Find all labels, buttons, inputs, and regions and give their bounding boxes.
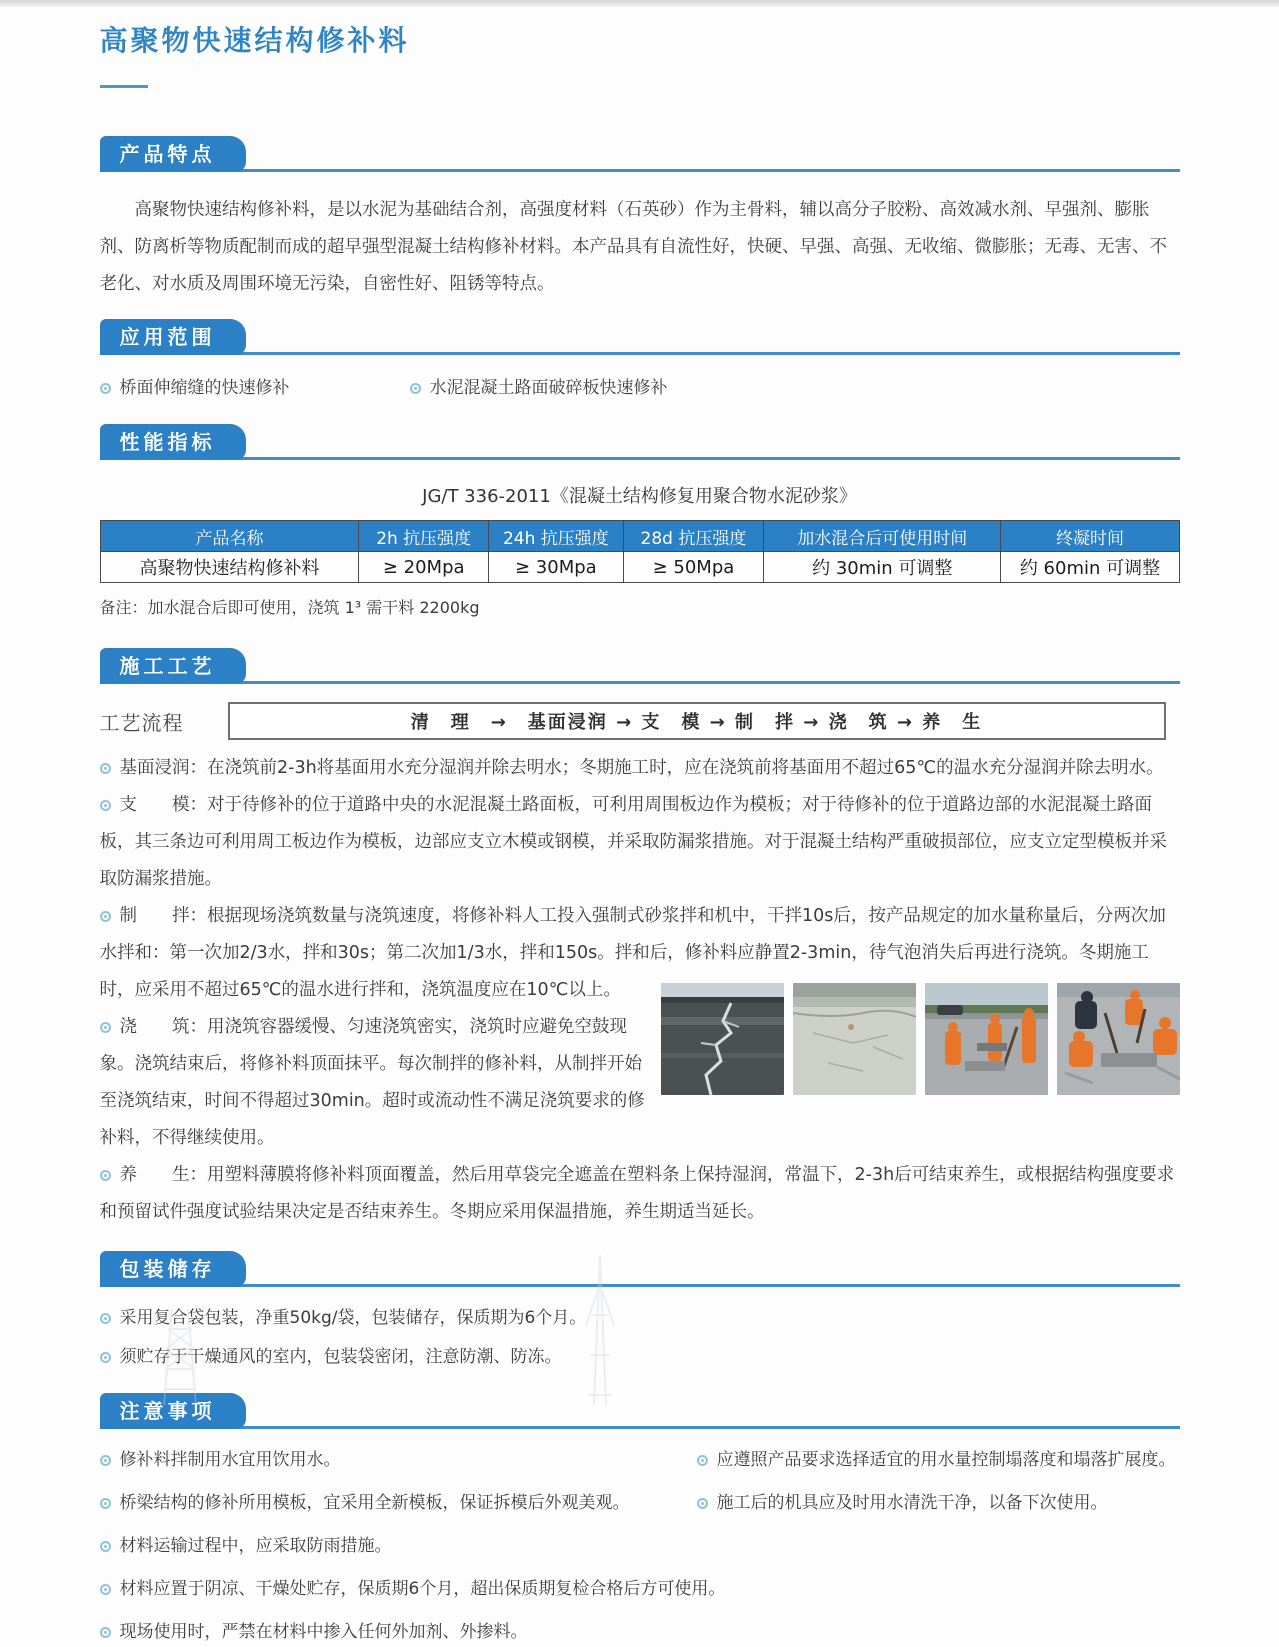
site-photo-strip <box>648 983 1180 1095</box>
step-text: 养 生：用塑料薄膜将修补料顶面覆盖，然后用草袋完全遮盖在塑料条上保持湿润，常温下，2-3h后可结束养生，或根据结构强度要求和预留试件强度试验结果决定是否结束养生。冬期应采用保温措施，养生期适当延长。 <box>99 1165 1175 1222</box>
section-tab-storage: 包装储存 <box>100 1251 246 1287</box>
title-underline <box>100 85 148 88</box>
process-flow-label: 工艺流程 <box>99 710 184 735</box>
circle-bullet-icon <box>410 383 421 394</box>
circle-bullet-icon <box>100 1170 111 1181</box>
note-item <box>100 1531 1180 1561</box>
note-item <box>100 1445 685 1475</box>
circle-bullet-icon <box>100 1455 111 1466</box>
section-tab-performance: 性能指标 <box>100 424 246 460</box>
circle-bullet-icon <box>100 1022 111 1033</box>
application-item <box>410 373 668 398</box>
note-item-label: 材料应置于阴凉、干燥处贮存，保质期6个月，超出保质期复检合格后方可使用。 <box>119 1579 726 1599</box>
page-title: 高聚物快速结构修补料 <box>99 24 410 57</box>
note-item <box>100 1488 685 1518</box>
photo-road-repair-workers <box>925 983 1048 1095</box>
note-item <box>697 1445 1180 1475</box>
step-pouring <box>100 1009 648 1157</box>
scan-top-edge <box>0 0 1279 7</box>
step-base-wetting <box>100 750 1180 787</box>
note-item-label: 材料运输过程中，应采取防雨措施。 <box>119 1536 392 1556</box>
circle-bullet-icon <box>697 1455 708 1466</box>
note-item-label: 修补料拌制用水宜用饮用水。 <box>119 1450 341 1470</box>
notes-grid <box>100 1445 1180 1531</box>
note-item <box>697 1488 1180 1518</box>
storage-item-label: 须贮存于干燥通风的室内，包装袋密闭，注意防潮、防冻。 <box>119 1347 562 1367</box>
spec-table-data-row <box>100 552 1179 583</box>
spec-table-header-cell: 24h 抗压强度 <box>488 521 623 552</box>
step-formwork <box>100 787 1180 898</box>
section-header-notes <box>100 1393 1180 1429</box>
circle-bullet-icon <box>100 763 111 774</box>
application-item <box>100 373 410 398</box>
document-page <box>100 19 1180 1647</box>
note-item-label: 应遵照产品要求选择适宜的用水量控制塌落度和塌落扩展度。 <box>716 1450 1176 1470</box>
process-flow-row <box>100 702 1180 740</box>
spec-table-header-cell: 终凝时间 <box>1001 521 1179 552</box>
storage-list <box>100 1303 1180 1373</box>
circle-bullet-icon <box>100 1498 111 1509</box>
section-header-construction <box>100 648 1180 684</box>
section-tab-construction: 施工工艺 <box>100 648 246 684</box>
table-note: 备注：加水混合后即可使用，浇筑 1³ 需干料 2200kg <box>99 598 480 617</box>
note-item <box>100 1574 1180 1604</box>
section-tab-notes: 注意事项 <box>100 1393 246 1429</box>
photo-workers-finishing-repair <box>1057 983 1180 1095</box>
note-item-label: 桥梁结构的修补所用模板，宜采用全新模板，保证拆模后外观美观。 <box>119 1493 630 1513</box>
photo-cracked-dark-pavement <box>661 983 784 1095</box>
section-tab-features: 产品特点 <box>100 136 246 172</box>
process-flow-box: 清 理 → 基面浸润 → 支 模 → 制 拌 → 浇 筑 → 养 生 <box>228 702 1166 740</box>
circle-bullet-icon <box>100 1541 111 1552</box>
application-item-label: 水泥混凝土路面破碎板快速修补 <box>429 378 668 398</box>
application-item-label: 桥面伸缩缝的快速修补 <box>119 378 290 398</box>
note-item-label: 现场使用时，严禁在材料中掺入任何外加剂、外掺料。 <box>119 1622 528 1642</box>
spec-table-header-row <box>100 521 1179 552</box>
construction-steps <box>100 750 1180 1231</box>
circle-bullet-icon <box>100 1313 111 1324</box>
circle-bullet-icon <box>697 1498 708 1509</box>
spec-table-cell: 约 30min 可调整 <box>764 552 1001 583</box>
note-item-label: 施工后的机具应及时用水清洗干净，以备下次使用。 <box>716 1493 1108 1513</box>
spec-table-header-cell: 28d 抗压强度 <box>623 521 763 552</box>
circle-bullet-icon <box>100 1352 111 1363</box>
section-tab-applications: 应用范围 <box>100 319 246 355</box>
pouring-row <box>100 1009 1180 1157</box>
circle-bullet-icon <box>100 383 111 394</box>
spec-table-cell: ≥ 20Mpa <box>359 552 488 583</box>
section-header-features <box>100 136 1180 172</box>
spec-table-cell: 高聚物快速结构修补料 <box>100 552 359 583</box>
step-text: 基面浸润：在浇筑前2-3h将基面用水充分湿润并除去明水；冬期施工时，应在浇筑前将基面用不超过65℃的温水充分湿润并除去明水。 <box>119 758 1164 778</box>
spec-table-cell: ≥ 50Mpa <box>623 552 763 583</box>
spec-table-header-cell: 加水混合后可使用时间 <box>764 521 1001 552</box>
spec-table-cell: 约 60min 可调整 <box>1001 552 1179 583</box>
circle-bullet-icon <box>100 911 111 922</box>
circle-bullet-icon <box>100 800 111 811</box>
storage-item <box>100 1303 1180 1334</box>
standard-reference: JG/T 336-2011《混凝土结构修复用聚合物水泥砂浆》 <box>422 486 857 507</box>
storage-item <box>100 1342 1180 1373</box>
storage-item-label: 采用复合袋包装，净重50kg/袋，包装储存，保质期为6个月。 <box>119 1308 587 1328</box>
section-header-applications <box>100 319 1180 355</box>
note-item <box>100 1617 1180 1647</box>
spec-table-header-cell: 2h 抗压强度 <box>359 521 488 552</box>
step-text: 支 模：对于待修补的位于道路中央的水泥混凝土路面板，可利用周围板边作为模板；对于待修补的位于道路边部的水泥混凝土路面板，其三条边可利用周工板边作为模板，边部应支立木模或钢模，并采取防漏浆措施。对于混凝土结构严重破损部位，应支立定型模板并采取防漏浆措施。 <box>99 795 1167 889</box>
circle-bullet-icon <box>100 1584 111 1595</box>
spec-table-cell: ≥ 30Mpa <box>488 552 623 583</box>
step-curing <box>100 1157 1180 1231</box>
step-text: 制 拌：根据现场浇筑数量与浇筑速度，将修补料人工投入强制式砂浆拌和机中，干拌10s后，按产品规定的加水量称量后，分两次加水拌和：第一次加2/3水，拌和30s；第二次加1/3水，拌和150s。拌和后，修补料应静置2-3min，待气泡消失后再进行浇筑。冬期施工时，应采用不超过65℃的温水进行拌和，浇筑温度应在10℃以上。 <box>99 906 1166 1000</box>
circle-bullet-icon <box>100 1627 111 1638</box>
features-paragraph: 高聚物快速结构修补料，是以水泥为基础结合剂，高强度材料（石英砂）作为主骨料，辅以高分子胶粉、高效减水剂、早强剂、膨胀剂、防离析等物质配制而成的超早强型混凝土结构修补材料。本产品具有自流性好，快硬、早强、高强、无收缩、微膨胀；无毒、无害、不老化、对水质及周围环境无污染，自密性好、阻锈等特点。 <box>99 200 1167 294</box>
spec-table-header-cell: 产品名称 <box>100 521 359 552</box>
notes-full-width <box>100 1531 1180 1647</box>
applications-list <box>100 373 1180 398</box>
step-text: 浇 筑：用浇筑容器缓慢、匀速浇筑密实，浇筑时应避免空鼓现象。浇筑结束后，将修补料顶面抹平。每次制拌的修补料，从制拌开始至浇筑结束，时间不得超过30min。超时或流动性不满足浇筑要求的修补料，不得继续使用。 <box>99 1017 645 1148</box>
photo-damaged-concrete-surface <box>793 983 916 1095</box>
section-header-storage <box>100 1251 1180 1287</box>
spec-table <box>100 520 1180 583</box>
section-header-performance <box>100 424 1180 460</box>
